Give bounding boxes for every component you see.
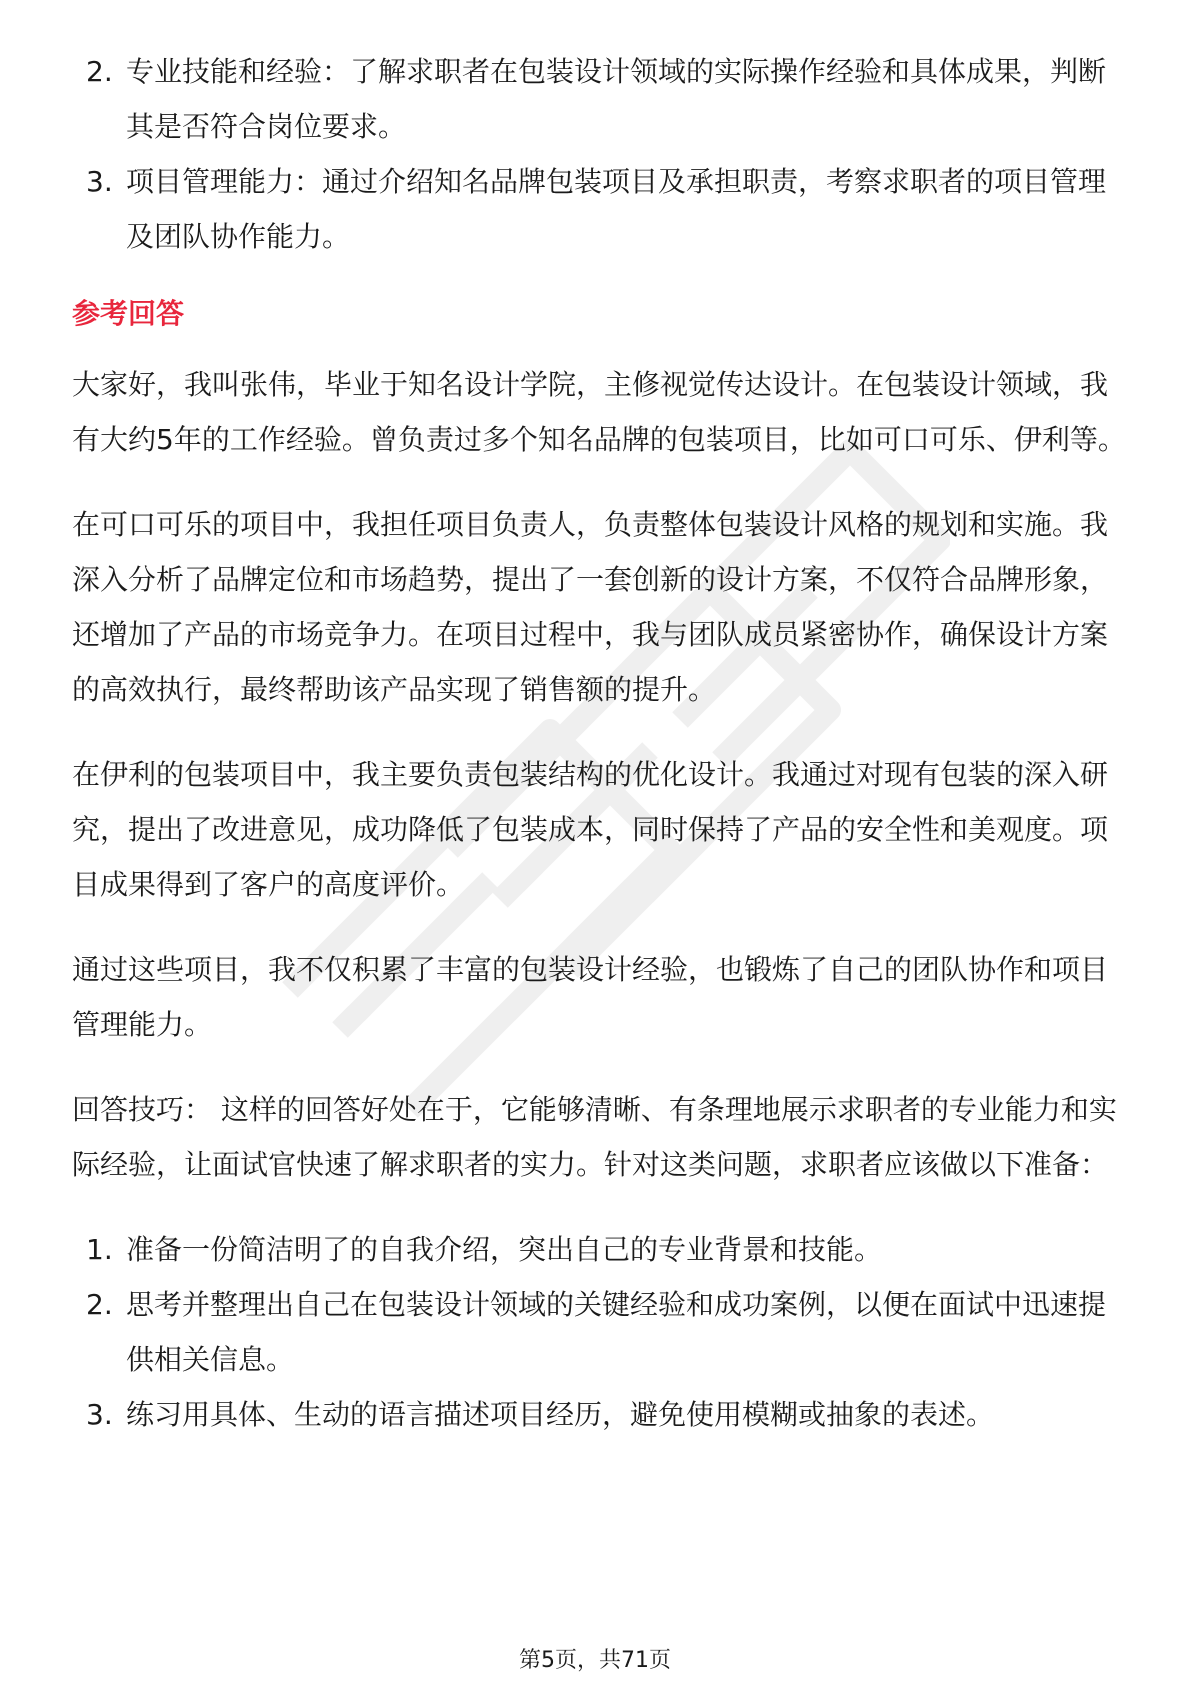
answer-paragraph: 在可口可乐的项目中，我担任项目负责人，负责整体包装设计风格的规划和实施。我深入分析了品牌定位和市场趋势，提出了一套创新的设计方案，不仅符合品牌形象，还增加了产品的市场竞争力。在项目过程中，我与团队成员紧密协作，确保设计方案的高效执行，最终帮助该产品实现了销售额的提升。 (72, 508, 1109, 706)
list-text: 准备一份简洁明了的自我介绍，突出自己的专业背景和技能。 (126, 1233, 883, 1266)
list-item (72, 154, 1132, 264)
bottom-numbered-list (72, 1222, 1132, 1442)
list-number: 3. (86, 165, 113, 198)
answer-paragraph: 在伊利的包装项目中，我主要负责包装结构的优化设计。我通过对现有包装的深入研究，提出了改进意见，成功降低了包装成本，同时保持了产品的安全性和美观度。项目成果得到了客户的高度评价。 (72, 758, 1109, 901)
answer-paragraph: 大家好，我叫张伟，毕业于知名设计学院，主修视觉传达设计。在包装设计领域，我有大约5年的工作经验。曾负责过多个知名品牌的包装项目，比如可口可乐、伊利等。 (72, 368, 1126, 456)
list-text: 专业技能和经验：了解求职者在包装设计领域的实际操作经验和具体成果，判断其是否符合岗位要求。 (126, 55, 1107, 143)
answer-paragraph: 通过这些项目，我不仅积累了丰富的包装设计经验，也锻炼了自己的团队协作和项目管理能力。 (72, 953, 1109, 1041)
list-number: 1. (86, 1233, 113, 1266)
list-text: 项目管理能力：通过介绍知名品牌包装项目及承担职责，考察求职者的项目管理及团队协作能力。 (126, 165, 1107, 253)
list-text: 思考并整理出自己在包装设计领域的关键经验和成功案例，以便在面试中迅速提供相关信息。 (126, 1288, 1107, 1376)
list-number: 2. (86, 1288, 113, 1321)
list-text: 练习用具体、生动的语言描述项目经历，避免使用模糊或抽象的表述。 (126, 1398, 995, 1431)
top-numbered-list (72, 44, 1132, 264)
list-item (72, 1387, 1132, 1442)
section-heading: 参考回答 (72, 297, 185, 330)
list-item (72, 44, 1132, 154)
list-item (72, 1277, 1132, 1387)
list-number: 2. (86, 55, 113, 88)
list-number: 3. (86, 1398, 113, 1431)
page-footer: 第5页，共71页 (519, 1648, 671, 1673)
list-item (72, 1222, 1132, 1277)
page-content (72, 44, 1132, 1442)
tips-paragraph: 回答技巧： 这样的回答好处在于，它能够清晰、有条理地展示求职者的专业能力和实际经验，让面试官快速了解求职者的实力。针对这类问题，求职者应该做以下准备： (72, 1093, 1117, 1181)
